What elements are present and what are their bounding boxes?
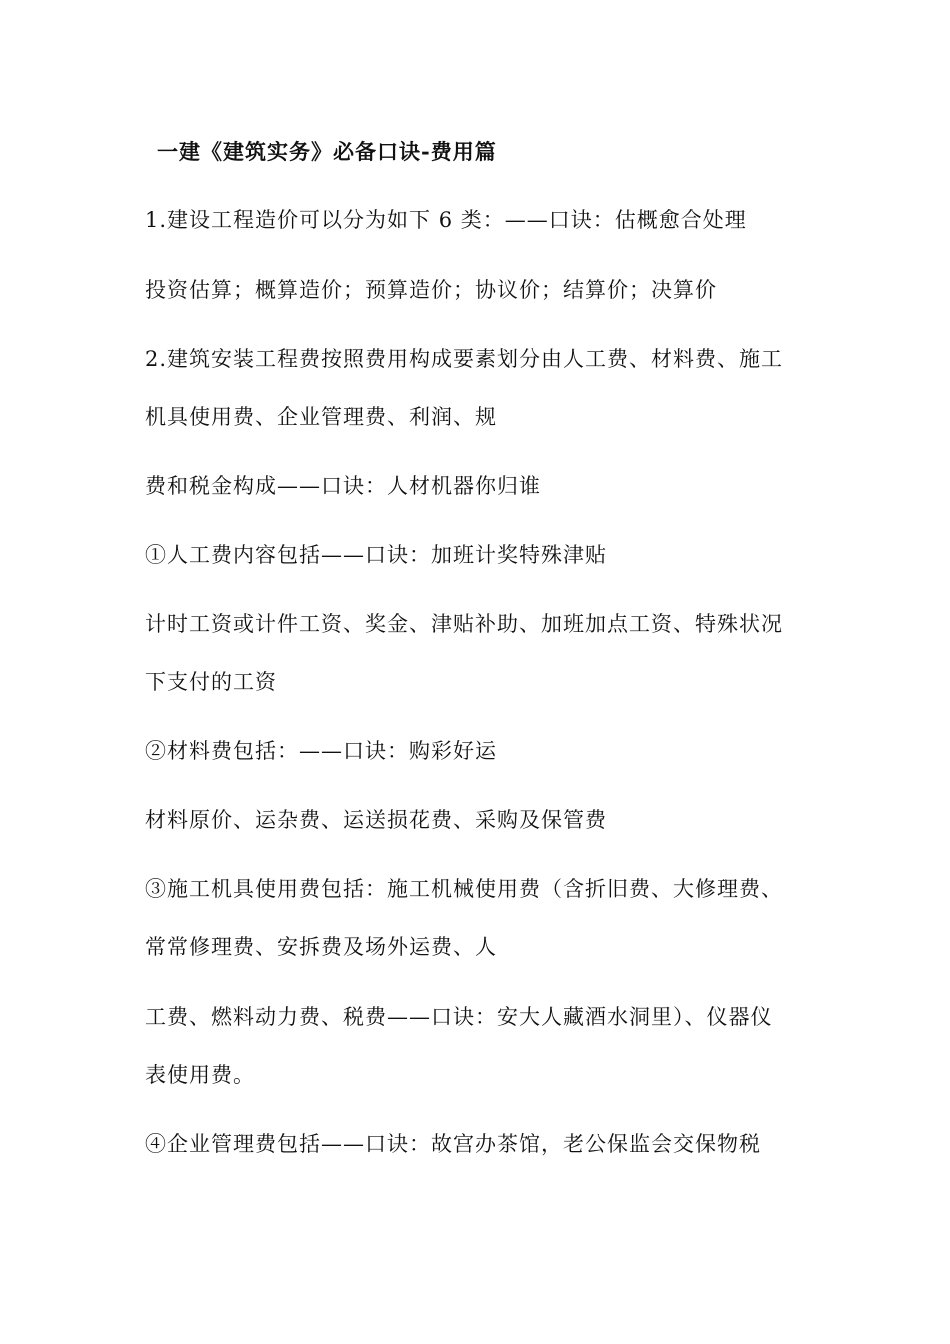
text-line-3: 2.建筑安装工程费按照费用构成要素划分由人工费、材料费、施工 xyxy=(145,347,784,371)
text-line-15: ④企业管理费包括——口诀：故宫办茶馆，老公保监会交保物税 xyxy=(145,1132,761,1156)
document-title: 一建《建筑实务》必备口诀-费用篇 xyxy=(157,139,497,164)
text-line-4: 机具使用费、企业管理费、利润、规 xyxy=(145,405,497,429)
text-line-5: 费和税金构成——口诀：人材机器你归谁 xyxy=(145,474,541,498)
text-line-11: ③施工机具使用费包括：施工机械使用费（含折旧费、大修理费、 xyxy=(145,877,783,901)
text-line-12: 常常修理费、安拆费及场外运费、人 xyxy=(145,935,497,959)
text-line-6: ①人工费内容包括——口诀：加班计奖特殊津贴 xyxy=(145,543,607,567)
text-line-9: ②材料费包括：——口诀：购彩好运 xyxy=(145,739,497,763)
text-line-10: 材料原价、运杂费、运送损花费、采购及保管费 xyxy=(145,808,607,832)
text-line-1: 1.建设工程造价可以分为如下 6 类：——口诀：估概愈合处理 xyxy=(145,208,747,232)
text-line-8: 下支付的工资 xyxy=(145,670,277,694)
text-line-7: 计时工资或计件工资、奖金、津贴补助、加班加点工资、特殊状况 xyxy=(145,612,783,636)
text-line-14: 表使用费。 xyxy=(145,1063,255,1087)
text-line-13: 工费、燃料动力费、税费——口诀：安大人藏酒水洞里）、仪器仪 xyxy=(145,1005,773,1029)
text-line-2: 投资估算；概算造价；预算造价；协议价；结算价；决算价 xyxy=(145,278,717,302)
